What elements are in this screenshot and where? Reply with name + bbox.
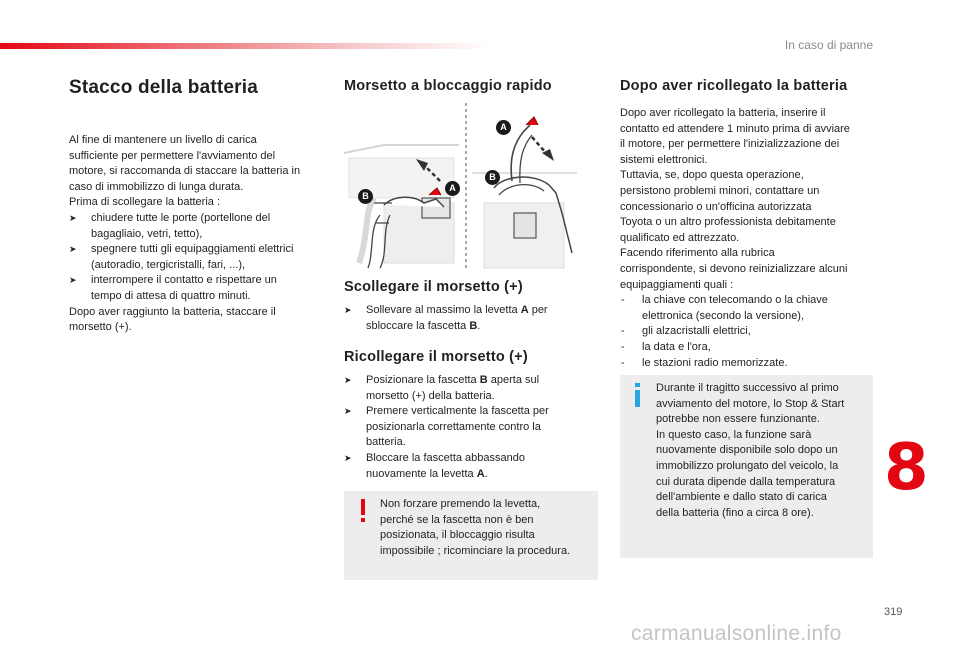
bullet-icon: ➤: [344, 375, 352, 385]
body-line: equipaggiamenti quali :: [620, 278, 734, 291]
column-battery-disconnect: [69, 77, 327, 336]
label-b-badge: B: [358, 189, 373, 204]
column-after-reconnect: [620, 78, 880, 371]
body-line: sistemi elettronici.: [620, 153, 708, 166]
bullet-icon: ➤: [344, 452, 352, 463]
body-line: il motore, per permettere l'inizializzazione dei: [620, 138, 840, 151]
column-quick-terminal: [344, 78, 602, 94]
label-a-badge: A: [445, 181, 460, 196]
label-b-badge: B: [485, 170, 500, 185]
info-box: [620, 375, 873, 558]
section-heading: Dopo aver ricollegato la batteria: [620, 78, 848, 94]
intro-line: Prima di scollegare la batteria :: [69, 196, 221, 209]
info-line: immobilizzo prolungato del veicolo, la: [656, 459, 839, 472]
page-number: 319: [884, 606, 903, 618]
body-line: Facendo riferimento alla rubrica: [620, 247, 775, 260]
watermark: carmanualsonline.info: [631, 622, 842, 645]
list-item: ➤ Sollevare al massimo la levetta A per sbloccare la fascetta B.: [344, 304, 548, 332]
list-item: - gli alzacristalli elettrici,: [621, 325, 751, 338]
bullet-icon: ➤: [344, 305, 352, 315]
body-line: corrispondente, si devono reinizializzare alcuni: [620, 262, 848, 275]
reconnect-section: [344, 349, 602, 482]
warning-line: Non forzare premendo la levetta,: [380, 498, 541, 510]
outro-line: morsetto (+).: [69, 321, 132, 334]
info-line: avviamento del motore, lo Stop & Start: [656, 397, 845, 410]
list-item: ➤ chiudere tutte le porte (portellone del bagagliaio, vetri, tetto),: [69, 211, 271, 240]
section-heading: Ricollegare il morsetto (+): [344, 349, 528, 365]
intro-line: caso di immobilizzo di lunga durata.: [69, 180, 244, 193]
battery-terminal-illustration: [344, 103, 577, 271]
body-line: Tuttavia, se, dopo questa operazione,: [620, 169, 804, 182]
intro-line: motore, si raccomanda di staccare la batteria in: [69, 165, 301, 178]
body-line: Dopo aver ricollegato la batteria, inserire il: [620, 107, 826, 119]
info-line: della batteria (fino a circa 8 ore).: [656, 506, 814, 519]
section-heading: Scollegare il morsetto (+): [344, 279, 523, 295]
terminal-diagram-icon: [344, 103, 577, 271]
section-name: In caso di panne: [784, 38, 873, 52]
body-line: contatto ed attendere 1 minuto prima di avviare: [620, 122, 850, 135]
body-line: persistono problemi minori, contattare un: [620, 184, 820, 197]
list-item: ➤ Bloccare la fascetta abbassando nuovamente la levetta A.: [344, 451, 525, 480]
body-line: qualificato ed attrezzato.: [620, 231, 740, 244]
header-accent-bar: [0, 43, 490, 49]
label-a-badge: A: [496, 120, 511, 135]
bullet-icon: ➤: [69, 212, 77, 223]
list-item: - le stazioni radio memorizzate.: [621, 356, 788, 369]
info-line: nuovamente disponibile solo dopo un: [656, 444, 838, 457]
warning-box: [344, 491, 598, 580]
warning-icon: [358, 499, 368, 529]
bullet-icon: ➤: [344, 406, 352, 417]
list-item: ➤ interrompere il contatto e rispettare un tempo di attesa di quattro minuti.: [69, 274, 277, 302]
info-line: Durante il tragitto successivo al primo: [656, 382, 839, 394]
bullet-icon: ➤: [69, 244, 77, 255]
disconnect-section: [344, 279, 602, 334]
warning-line: impossibile ; ricominciare la procedura.: [380, 544, 571, 557]
body-line: concessionario o un'officina autorizzata: [620, 200, 812, 213]
warning-line: perché se la fascetta non è ben: [380, 513, 534, 526]
section-heading: Morsetto a bloccaggio rapido: [344, 78, 552, 94]
list-item: - la data e l'ora,: [621, 340, 711, 353]
intro-line: Al fine di mantenere un livello di carica: [69, 134, 257, 146]
info-line: cui durata dipende dalla temperatura: [656, 475, 836, 488]
info-line: potrebbe non essere funzionante.: [656, 413, 820, 426]
chapter-number: 8: [884, 431, 929, 505]
page-title: Stacco della batteria: [69, 77, 258, 98]
info-line: dell'ambiente e dallo stato di carica: [656, 491, 827, 504]
intro-line: sufficiente per permettere l'avviamento del: [69, 149, 276, 162]
warning-line: posizionata, il bloccaggio risulta: [380, 529, 535, 542]
bullet-icon: ➤: [69, 275, 77, 286]
info-icon: [632, 383, 644, 415]
outro-line: Dopo aver raggiunto la batteria, staccare il: [69, 305, 276, 318]
list-item: ➤ Premere verticalmente la fascetta per posizionarla correttamente contro la batteria.: [344, 405, 549, 449]
list-item: ➤ Posizionare la fascetta B aperta sul morsetto (+) della batteria.: [344, 374, 540, 402]
list-item: ➤ spegnere tutti gli equipaggiamenti elettrici (autoradio, tergicristalli, fari, ...),: [69, 243, 294, 271]
list-item: - la chiave con telecomando o la chiave elettronica (secondo la versione),: [621, 294, 828, 322]
body-line: Toyota o un altro professionista debitamente: [620, 216, 836, 229]
info-line: In questo caso, la funzione sarà: [656, 428, 812, 441]
